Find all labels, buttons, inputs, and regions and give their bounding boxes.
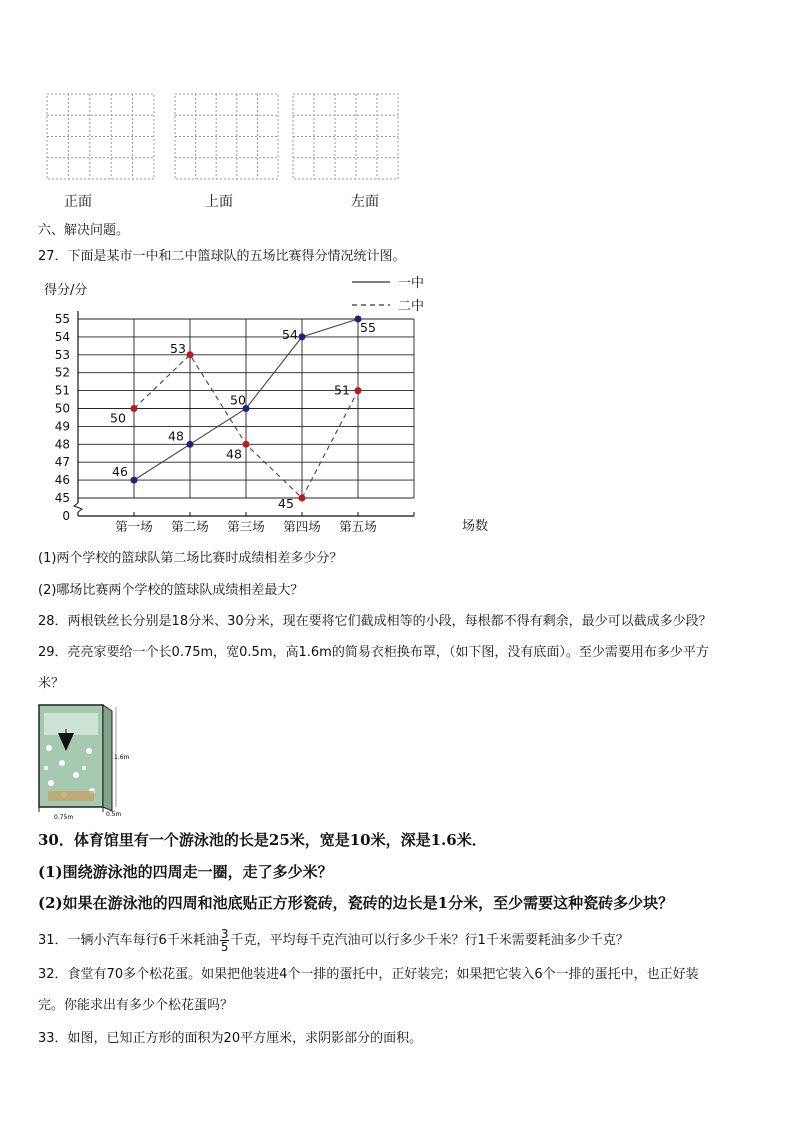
data-label: 50: [230, 392, 246, 408]
x-tick-label: 第四场: [283, 519, 321, 534]
data-point: [187, 441, 194, 448]
data-label: 55: [360, 320, 376, 335]
fraction-numerator: 3: [220, 927, 229, 941]
wardrobe-width-label: 0.5m: [106, 811, 122, 818]
q28-text: 28．两根铁丝长分别是18分米、30分米，现在要将它们截成相等的小段，每根都不得有剩余，最少可以截成多少段？: [38, 614, 712, 629]
q27-text: 27．下面是某市一中和二中篮球队的五场比赛得分情况统计图。: [38, 249, 406, 264]
data-label: 45: [278, 496, 294, 511]
q30-sub2: (2)如果在游泳池的四周和池底贴正方形瓷砖，瓷砖的边长是1分米，至少需要这种瓷砖多少块？: [38, 894, 674, 912]
y-tick-label: 47: [54, 455, 70, 470]
y-tick-label: 53: [54, 347, 70, 362]
legend-label-2: 二中: [398, 299, 425, 314]
data-label: 48: [226, 446, 242, 462]
front-view-label: 正面: [64, 194, 92, 210]
wardrobe-height-label: 1.6m: [114, 754, 130, 761]
y-tick-label: 55: [54, 312, 70, 326]
left-view-grid: [292, 93, 400, 185]
left-view-grid-svg: [292, 93, 400, 181]
q31-part1: 31．一辆小汽车每行6千米耗油: [38, 933, 219, 948]
y-tick-label: 0: [62, 509, 70, 523]
data-label: 50: [110, 410, 126, 426]
data-label: 53: [170, 340, 186, 356]
q33-text: 33．如图，已知正方形的面积为20平方厘米，求阴影部分的面积。: [38, 1031, 423, 1046]
data-point: [299, 333, 306, 340]
y-tick-label: 46: [54, 473, 70, 488]
front-view-grid: [46, 93, 156, 185]
front-view-grid-svg: [46, 93, 156, 181]
top-view-label: 上面: [205, 194, 233, 210]
top-view-grid: [174, 93, 280, 185]
wardrobe-figure: [34, 703, 130, 825]
data-point: [187, 351, 194, 358]
data-point: [355, 387, 362, 394]
y-tick-label: 52: [54, 365, 70, 380]
left-view-label: 左面: [351, 194, 379, 210]
fraction-denominator: 5: [220, 940, 229, 954]
q27-sub1: (1)两个学校的篮球队第二场比赛时成绩相差多少分？: [38, 551, 343, 566]
q29-line2: 米？: [38, 676, 65, 691]
y-tick-label: 54: [54, 329, 70, 344]
q29-line1: 29．亮亮家要给一个长0.75m，宽0.5m，高1.6m的简易衣柜换布罩，（如下图，没有底面）。至少需要用布多少平方: [38, 645, 709, 660]
y-tick-label: 50: [54, 401, 70, 416]
x-tick-label: 第一场: [115, 519, 153, 534]
axis-break: [74, 503, 82, 512]
q32-line1: 32．食堂有70多个松花蛋。如果把他装进4个一排的蛋托中，正好装完；如果把它装入6个一排的蛋托中，也正好装: [38, 967, 699, 982]
wardrobe-svg: [34, 703, 130, 821]
x-tick-label: 第五场: [339, 519, 377, 534]
q31-part2: 千克，平均每千克汽油可以行多少千米？行1千米需要耗油多少千克？: [230, 933, 629, 948]
data-point: [131, 405, 138, 412]
section-six-heading: 六、解决问题。: [38, 223, 130, 238]
data-label: 51: [334, 382, 350, 398]
y-tick-label: 49: [54, 419, 70, 434]
data-point: [131, 477, 138, 484]
y-axis-title: 得分/分: [44, 283, 88, 298]
top-view-grid-svg: [174, 93, 280, 181]
data-point: [243, 441, 250, 448]
fraction-three-fifths: [220, 928, 230, 953]
q30-sub1: (1)围绕游泳池的四周走一圈，走了多少米？: [38, 863, 333, 881]
score-chart: [30, 272, 510, 546]
legend-label-1: 一中: [398, 276, 425, 291]
x-tick-label: 第三场: [227, 519, 265, 534]
y-tick-label: 51: [54, 383, 70, 398]
q32-line2: 完。你能求出有多少个松花蛋吗？: [38, 998, 234, 1013]
x-axis-title: 场数: [462, 519, 489, 534]
x-tick-label: 第二场: [171, 519, 209, 534]
score-chart-svg: [30, 272, 510, 542]
data-label: 46: [112, 464, 128, 480]
q30-text: 30．体育馆里有一个游泳池的长是25米，宽是10米，深是1.6米．: [38, 831, 487, 849]
wardrobe-length-label: 0.75m: [54, 814, 74, 821]
q27-sub2: (2)哪场比赛两个学校的篮球队成绩相差最大？: [38, 583, 304, 598]
y-tick-label: 45: [54, 491, 70, 505]
y-tick-label: 48: [54, 437, 70, 452]
data-label: 54: [282, 326, 298, 342]
data-point: [299, 495, 306, 502]
data-label: 48: [168, 428, 184, 444]
q31-text: [38, 928, 629, 953]
